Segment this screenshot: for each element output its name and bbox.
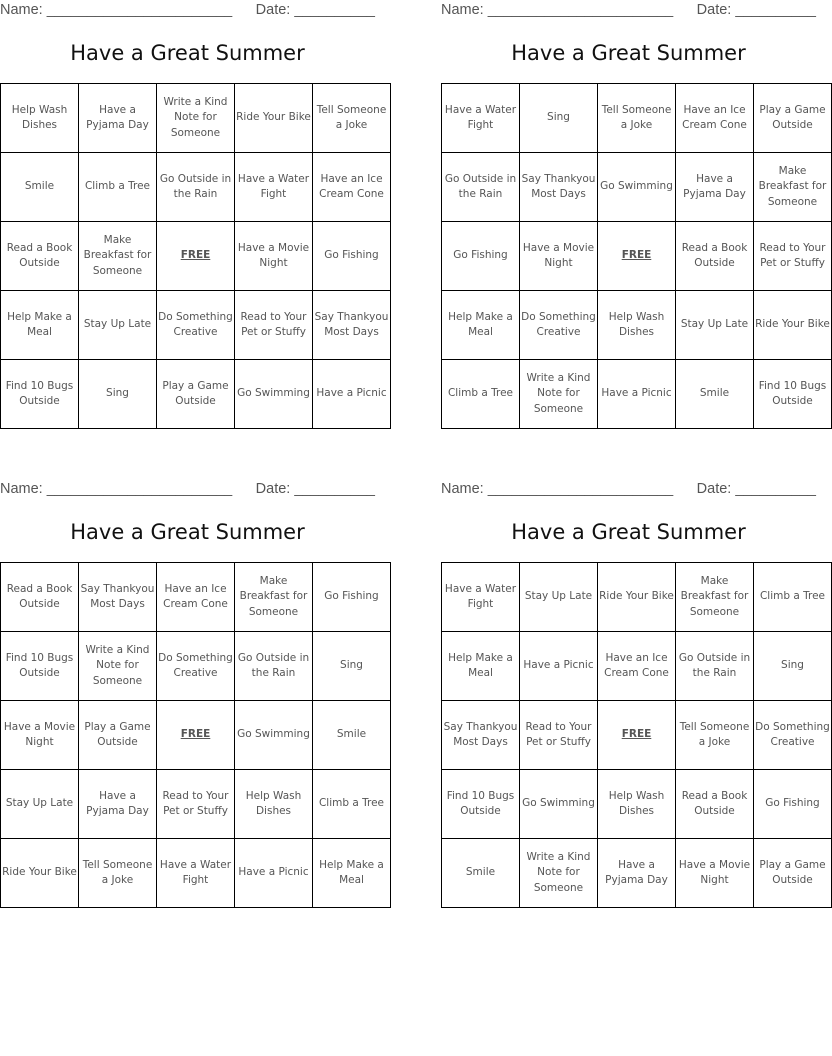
- bingo-row: [442, 84, 832, 153]
- bingo-cell: Have a Picnic: [235, 839, 313, 908]
- bingo-cell: Play a Game Outside: [754, 839, 832, 908]
- bingo-cell: Read to Your Pet or Stuffy: [235, 291, 313, 360]
- bingo-row: [1, 632, 391, 701]
- bingo-cell: Stay Up Late: [520, 563, 598, 632]
- bingo-grid: [0, 83, 391, 429]
- bingo-cell: Climb a Tree: [442, 360, 520, 429]
- bingo-cell: Have a Pyjama Day: [79, 770, 157, 839]
- bingo-cell: Have a Movie Night: [235, 222, 313, 291]
- bingo-cell: Go Swimming: [235, 701, 313, 770]
- bingo-row: [1, 222, 391, 291]
- bingo-cell: Read to Your Pet or Stuffy: [754, 222, 832, 291]
- date-field[interactable]: Date: __________: [255, 481, 375, 497]
- bingo-cell: Have a Pyjama Day: [676, 153, 754, 222]
- bingo-grid: [441, 83, 832, 429]
- bingo-cell: Ride Your Bike: [754, 291, 832, 360]
- card-title: Have a Great Summer: [511, 520, 746, 544]
- bingo-cell: Have a Movie Night: [676, 839, 754, 908]
- bingo-cell: Go Outside in the Rain: [157, 153, 235, 222]
- bingo-cell: Sing: [313, 632, 391, 701]
- bingo-cell: Have a Movie Night: [1, 701, 79, 770]
- bingo-row: [1, 839, 391, 908]
- bingo-cell: Tell Someone a Joke: [676, 701, 754, 770]
- bingo-cell: Go Outside in the Rain: [235, 632, 313, 701]
- bingo-cell: Sing: [754, 632, 832, 701]
- date-field[interactable]: Date: __________: [696, 2, 816, 18]
- bingo-cell: Ride Your Bike: [235, 84, 313, 153]
- bingo-cell: Stay Up Late: [1, 770, 79, 839]
- bingo-row: [1, 291, 391, 360]
- card-header: [0, 479, 375, 501]
- bingo-cell: Smile: [676, 360, 754, 429]
- bingo-cell: Have a Pyjama Day: [598, 839, 676, 908]
- free-space: FREE: [598, 701, 676, 770]
- free-space: FREE: [157, 222, 235, 291]
- bingo-cell: Find 10 Bugs Outside: [754, 360, 832, 429]
- bingo-cell: Tell Someone a Joke: [598, 84, 676, 153]
- bingo-row: [442, 701, 832, 770]
- bingo-cell: Have a Pyjama Day: [79, 84, 157, 153]
- bingo-cell: Ride Your Bike: [1, 839, 79, 908]
- bingo-row: [442, 632, 832, 701]
- bingo-cell: Make Breakfast for Someone: [676, 563, 754, 632]
- bingo-cell: Play a Game Outside: [79, 701, 157, 770]
- bingo-cell: Go Fishing: [313, 563, 391, 632]
- bingo-cell: Have a Water Fight: [442, 563, 520, 632]
- bingo-cell: Have a Water Fight: [157, 839, 235, 908]
- bingo-row: [442, 291, 832, 360]
- card-header: [441, 0, 816, 22]
- bingo-row: [442, 770, 832, 839]
- bingo-row: [1, 770, 391, 839]
- bingo-cell: Go Fishing: [313, 222, 391, 291]
- bingo-cell: Climb a Tree: [754, 563, 832, 632]
- bingo-cell: Read a Book Outside: [1, 222, 79, 291]
- bingo-cell: Have a Water Fight: [235, 153, 313, 222]
- bingo-cell: Stay Up Late: [79, 291, 157, 360]
- card-title: Have a Great Summer: [511, 41, 746, 65]
- name-field[interactable]: Name: _______________________: [441, 2, 674, 18]
- bingo-row: [442, 360, 832, 429]
- date-field[interactable]: Date: __________: [696, 481, 816, 497]
- bingo-cell: Write a Kind Note for Someone: [79, 632, 157, 701]
- bingo-cell: Make Breakfast for Someone: [79, 222, 157, 291]
- bingo-cell: Smile: [313, 701, 391, 770]
- bingo-cell: Stay Up Late: [676, 291, 754, 360]
- bingo-cell: Have a Water Fight: [442, 84, 520, 153]
- bingo-cell: Read to Your Pet or Stuffy: [157, 770, 235, 839]
- bingo-cell: Help Make a Meal: [442, 291, 520, 360]
- bingo-cell: Have an Ice Cream Cone: [157, 563, 235, 632]
- bingo-cell: Play a Game Outside: [157, 360, 235, 429]
- bingo-cell: Have a Picnic: [520, 632, 598, 701]
- bingo-cell: Have an Ice Cream Cone: [313, 153, 391, 222]
- bingo-cell: Go Outside in the Rain: [442, 153, 520, 222]
- bingo-cell: Help Wash Dishes: [1, 84, 79, 153]
- bingo-cell: Read a Book Outside: [1, 563, 79, 632]
- free-space: FREE: [157, 701, 235, 770]
- bingo-row: [442, 563, 832, 632]
- date-field[interactable]: Date: __________: [255, 2, 375, 18]
- bingo-cell: Tell Someone a Joke: [313, 84, 391, 153]
- bingo-row: [1, 360, 391, 429]
- bingo-cell: Have a Picnic: [598, 360, 676, 429]
- bingo-cell: Say Thankyou Most Days: [313, 291, 391, 360]
- bingo-cell: Do Something Creative: [754, 701, 832, 770]
- bingo-cell: Have an Ice Cream Cone: [676, 84, 754, 153]
- bingo-cell: Climb a Tree: [79, 153, 157, 222]
- bingo-cell: Make Breakfast for Someone: [235, 563, 313, 632]
- bingo-cell: Tell Someone a Joke: [79, 839, 157, 908]
- free-space: FREE: [598, 222, 676, 291]
- bingo-cell: Sing: [520, 84, 598, 153]
- bingo-cell: Smile: [442, 839, 520, 908]
- bingo-cell: Read a Book Outside: [676, 222, 754, 291]
- bingo-row: [1, 701, 391, 770]
- bingo-cell: Write a Kind Note for Someone: [520, 839, 598, 908]
- bingo-grid: [0, 562, 391, 908]
- card-header: [0, 0, 375, 22]
- name-field[interactable]: Name: _______________________: [0, 2, 233, 18]
- bingo-row: [442, 222, 832, 291]
- bingo-cell: Help Make a Meal: [1, 291, 79, 360]
- bingo-cell: Do Something Creative: [157, 632, 235, 701]
- bingo-cell: Find 10 Bugs Outside: [1, 360, 79, 429]
- bingo-row: [442, 153, 832, 222]
- bingo-cell: Sing: [79, 360, 157, 429]
- bingo-row: [1, 84, 391, 153]
- bingo-cell: Make Breakfast for Someone: [754, 153, 832, 222]
- bingo-cell: Go Fishing: [754, 770, 832, 839]
- bingo-cell: Read to Your Pet or Stuffy: [520, 701, 598, 770]
- bingo-cell: Ride Your Bike: [598, 563, 676, 632]
- bingo-cell: Help Wash Dishes: [598, 291, 676, 360]
- bingo-cell: Go Outside in the Rain: [676, 632, 754, 701]
- bingo-row: [1, 153, 391, 222]
- bingo-cell: Find 10 Bugs Outside: [442, 770, 520, 839]
- bingo-cell: Do Something Creative: [157, 291, 235, 360]
- card-title: Have a Great Summer: [70, 520, 305, 544]
- bingo-cell: Help Wash Dishes: [598, 770, 676, 839]
- bingo-cell: Smile: [1, 153, 79, 222]
- bingo-cell: Say Thankyou Most Days: [520, 153, 598, 222]
- bingo-cell: Say Thankyou Most Days: [442, 701, 520, 770]
- bingo-cell: Climb a Tree: [313, 770, 391, 839]
- bingo-row: [442, 839, 832, 908]
- bingo-cell: Have an Ice Cream Cone: [598, 632, 676, 701]
- bingo-cell: Say Thankyou Most Days: [79, 563, 157, 632]
- bingo-cell: Have a Movie Night: [520, 222, 598, 291]
- bingo-cell: Find 10 Bugs Outside: [1, 632, 79, 701]
- bingo-cell: Help Wash Dishes: [235, 770, 313, 839]
- bingo-row: [1, 563, 391, 632]
- name-field[interactable]: Name: _______________________: [0, 481, 233, 497]
- card-header: [441, 479, 816, 501]
- bingo-cell: Have a Picnic: [313, 360, 391, 429]
- bingo-cell: Help Make a Meal: [442, 632, 520, 701]
- bingo-cell: Read a Book Outside: [676, 770, 754, 839]
- bingo-cell: Go Fishing: [442, 222, 520, 291]
- bingo-cell: Write a Kind Note for Someone: [520, 360, 598, 429]
- name-field[interactable]: Name: _______________________: [441, 481, 674, 497]
- bingo-grid: [441, 562, 832, 908]
- bingo-cell: Go Swimming: [598, 153, 676, 222]
- bingo-cell: Go Swimming: [235, 360, 313, 429]
- bingo-cell: Write a Kind Note for Someone: [157, 84, 235, 153]
- bingo-cell: Play a Game Outside: [754, 84, 832, 153]
- card-title: Have a Great Summer: [70, 41, 305, 65]
- bingo-cell: Do Something Creative: [520, 291, 598, 360]
- bingo-cell: Go Swimming: [520, 770, 598, 839]
- bingo-cell: Help Make a Meal: [313, 839, 391, 908]
